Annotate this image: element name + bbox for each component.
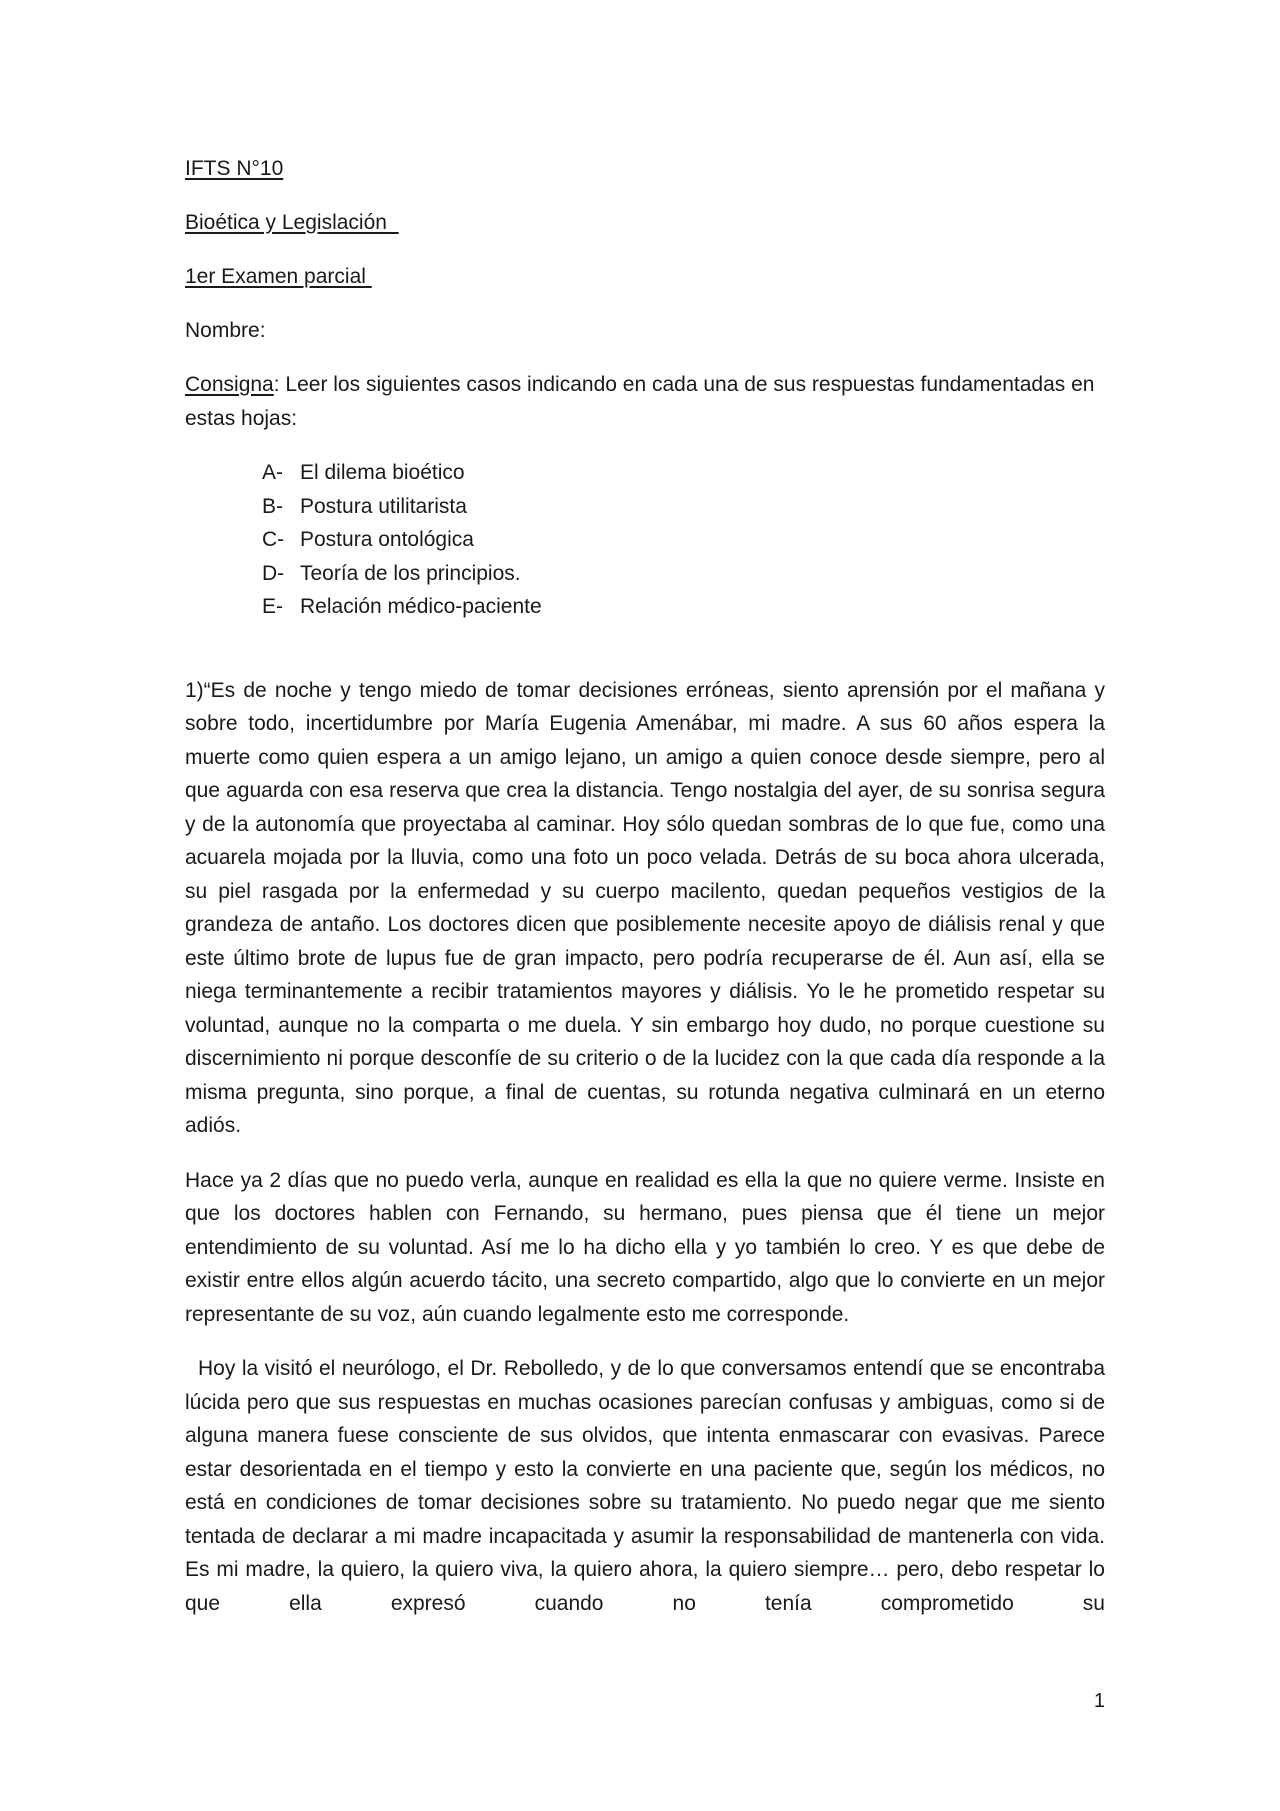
option-item: [262, 490, 1105, 524]
subject-name: Bioética y Legislación: [185, 211, 387, 234]
case-paragraph: 1)“Es de noche y tengo miedo de tomar decisiones erróneas, siento aprensión por el mañana y sobre todo, incertidumbre por María Eugenia Amenábar, mi madre. A sus 60 años espera la muerte como quien espera a un amigo lejano, un amigo a quien conoce desde siempre, pero al que aguarda con esa reserva que crea la distancia. Tengo nostalgia del ayer, de su sonrisa segura y de la autonomía que proyectaba al caminar. Hoy sólo quedan sombras de lo que fue, como una acuarela mojada por la lluvia, como una foto un poco velada. Detrás de su boca ahora ulcerada, su piel rasgada por la enfermedad y su cuerpo macilento, quedan pequeños vestigios de la grandeza de antaño. Los doctores dicen que posiblemente necesite apoyo de diálisis renal y que este último brote de lupus fue de gran impacto, pero podría recuperarse de él. Aun así, ella se niega terminantemente a recibir tratamientos mayores y diálisis. Yo le he prometido respetar su voluntad, aunque no la comparta o me duela. Y sin embargo hoy dudo, no porque cuestione su discernimiento ni porque desconfíe de su criterio o de la lucidez con la que cada día responde a la misma pregunta, sino porque, a final de cuentas, su rotunda negativa culminará en un eterno adiós.: [185, 678, 1105, 1137]
option-letter: A-: [262, 461, 283, 484]
instruction-label: Consigna: [185, 373, 274, 396]
option-letter: D-: [262, 561, 285, 585]
option-text: Postura ontológica: [300, 528, 474, 551]
subject-line: [185, 206, 1105, 239]
option-letter: B-: [262, 494, 283, 518]
option-text: Postura utilitarista: [300, 494, 467, 518]
page-number: 1: [1093, 1690, 1105, 1712]
option-item: [262, 523, 1105, 557]
option-item: [262, 590, 1105, 624]
option-text: Teoría de los principios.: [300, 561, 521, 585]
option-letter: E-: [262, 595, 283, 618]
instruction-text: : Leer los siguientes casos indicando en cada una de sus respuestas fundamentadas en estas hojas:: [185, 373, 1095, 430]
institution-line: [185, 152, 1105, 185]
option-item: [262, 456, 1105, 490]
name-label: Nombre:: [185, 319, 266, 342]
case-paragraph: Hoy la visitó el neurólogo, el Dr. Rebolledo, y de lo que conversamos entendí que se encontraba lúcida pero que sus respuestas en muchas ocasiones parecían confusas y ambiguas, como si de alguna manera fuese consciente de sus olvidos, que intenta enmascarar con evasivas. Parece estar desorientada en el tiempo y esto la convierte en una paciente que, según los médicos, no está en condiciones de tomar decisiones sobre su tratamiento. No puedo negar que me siento tentada de declarar a mi madre incapacitada y asumir la responsabilidad de mantenerla con vida. Es mi madre, la quiero, la quiero viva, la quiero ahora, la quiero siempre… pero, debo respetar lo que ella expresó cuando no tenía comprometido su: [185, 1357, 1111, 1615]
document-body: [185, 152, 1111, 1620]
option-text: Relación médico-paciente: [300, 595, 542, 618]
exam-title: 1er Examen parcial: [185, 265, 366, 288]
instruction-paragraph: [185, 368, 1105, 435]
option-letter: C-: [262, 528, 285, 551]
name-line: [185, 314, 1105, 347]
institution-name: IFTS N°10: [185, 157, 284, 180]
option-item: [262, 557, 1105, 591]
question-options-list: [185, 456, 1105, 624]
exam-line: [185, 260, 1105, 293]
case-paragraph: Hace ya 2 días que no puedo verla, aunque en realidad es ella la que no quiere verme. Insiste en que los doctores hablen con Fernando, su hermano, pues piensa que él tiene un mejor entendimiento de su voluntad. Así me lo ha dicho ella y yo también lo creo. Y es que debe de existir entre ellos algún acuerdo tácito, una secreto compartido, algo que lo convierte en un mejor representante de su voz, aún cuando legalmente esto me corresponde.: [185, 1168, 1105, 1326]
option-text: El dilema bioético: [300, 461, 465, 484]
